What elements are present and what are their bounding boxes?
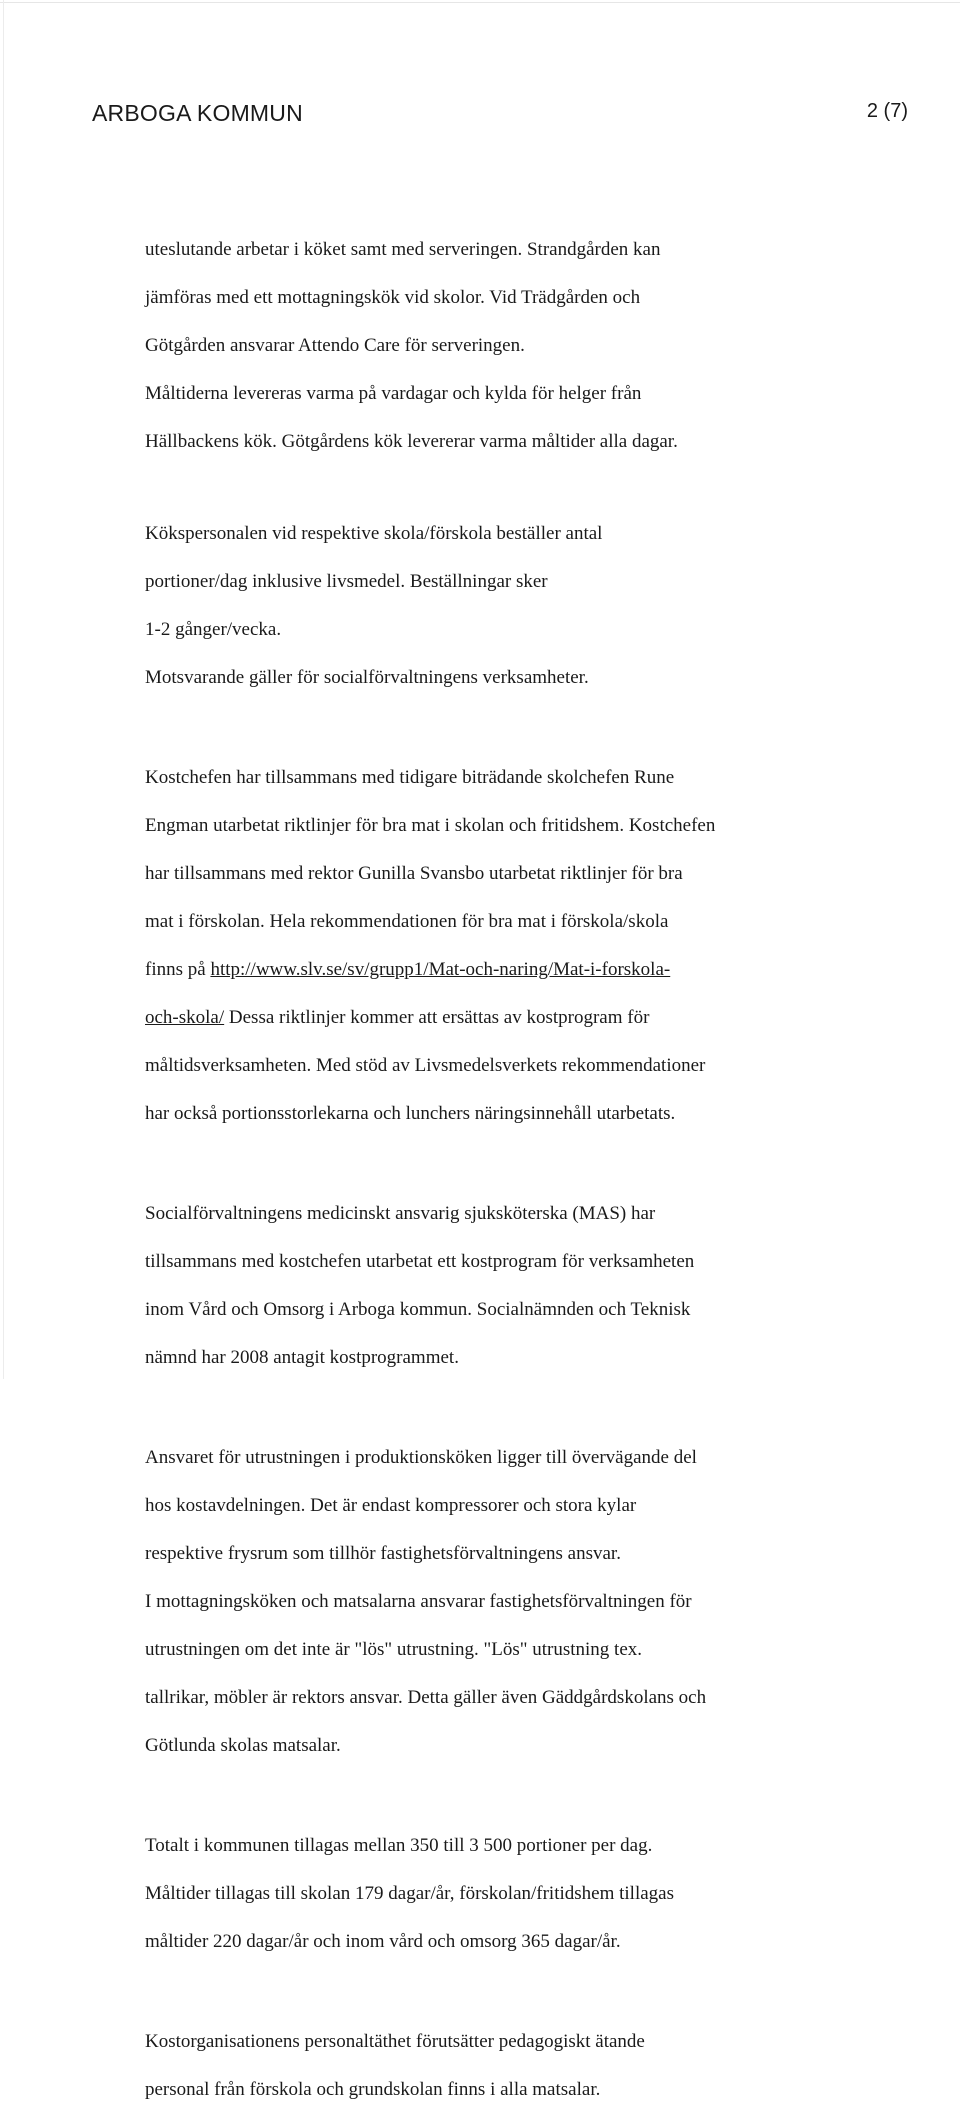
text-line-with-link xyxy=(145,1006,805,1030)
page-header xyxy=(92,100,908,134)
text-line: respektive frysrum som tillhör fastighetsförvaltningens ansvar. xyxy=(145,1543,621,1564)
text-line: har också portionsstorlekarna och lunchers näringsinnehåll utarbetats. xyxy=(145,1103,676,1124)
text-line: Ansvaret för utrustningen i produktionsköken ligger till övervägande del xyxy=(145,1447,697,1468)
text-line: har tillsammans med rektor Gunilla Svansbo utarbetat riktlinjer för bra xyxy=(145,863,683,884)
document-body xyxy=(145,214,805,2126)
text-line: Hällbackens kök. Götgårdens kök levererar varma måltider alla dagar. xyxy=(145,431,678,452)
organization-title: ARBOGA KOMMUN xyxy=(92,100,303,126)
paragraph-equipment xyxy=(145,1422,805,1782)
text-line: måltidsverksamheten. Med stöd av Livsmedelsverkets rekommendationer xyxy=(145,1055,706,1076)
text-line: mat i förskolan. Hela rekommendationen för bra mat i förskola/skola xyxy=(145,911,669,932)
text-line: tallrikar, möbler är rektors ansvar. Detta gäller även Gäddgårdskolans och xyxy=(145,1687,707,1708)
paragraph-mas xyxy=(145,1178,805,1394)
text-line: Götlunda skolas matsalar. xyxy=(145,1735,341,1756)
text-line: Götgården ansvarar Attendo Care för serveringen. xyxy=(145,335,525,356)
slv-link[interactable]: http://www.slv.se/sv/grupp1/Mat-och-naring/Mat-i-forskola- xyxy=(210,959,671,980)
text-line: utrustningen om det inte är "lös" utrustning. "Lös" utrustning tex. xyxy=(145,1639,643,1660)
link-prefix: finns på xyxy=(145,959,211,980)
text-line: Kostchefen har tillsammans med tidigare biträdande skolchefen Rune xyxy=(145,767,675,788)
text-line: I mottagningsköken och matsalarna ansvarar fastighetsförvaltningen för xyxy=(145,1591,692,1612)
text-line: Totalt i kommunen tillagas mellan 350 till 3 500 portioner per dag. xyxy=(145,1835,653,1856)
paragraph-staffing xyxy=(145,2006,805,2126)
paragraph-portions xyxy=(145,1810,805,1978)
text-line: måltider 220 dagar/år och inom vård och omsorg 365 dagar/år. xyxy=(145,1931,621,1952)
page-number: 2 (7) xyxy=(866,100,908,122)
paragraph-guidelines xyxy=(145,742,805,1150)
text-line: Måltiderna levereras varma på vardagar och kylda för helger från xyxy=(145,383,642,404)
text-line: Motsvarande gäller för socialförvaltningens verksamheter. xyxy=(145,667,589,688)
text-line-with-link xyxy=(145,958,805,982)
link-suffix: Dessa riktlinjer kommer att ersättas av kostprogram för xyxy=(224,1007,650,1028)
text-line: 1-2 gånger/vecka. xyxy=(145,619,282,640)
text-line: jämföras med ett mottagningskök vid skolor. Vid Trädgården och xyxy=(145,287,641,308)
text-line: portioner/dag inklusive livsmedel. Beställningar sker xyxy=(145,571,548,592)
text-line: Engman utarbetat riktlinjer för bra mat i skolan och fritidshem. Kostchefen xyxy=(145,815,716,836)
text-line: uteslutande arbetar i köket samt med serveringen. Strandgården kan xyxy=(145,239,661,260)
scan-artifact-top xyxy=(0,2,960,3)
text-line: nämnd har 2008 antagit kostprogrammet. xyxy=(145,1347,459,1368)
text-line: inom Vård och Omsorg i Arboga kommun. Socialnämnden och Teknisk xyxy=(145,1299,691,1320)
text-line: personal från förskola och grundskolan finns i alla matsalar. xyxy=(145,2079,601,2100)
slv-link-continued[interactable]: och-skola/ xyxy=(145,1007,225,1028)
text-line: hos kostavdelningen. Det är endast kompressorer och stora kylar xyxy=(145,1495,637,1516)
text-line: tillsammans med kostchefen utarbetat ett kostprogram för verksamheten xyxy=(145,1251,695,1272)
text-line: Måltider tillagas till skolan 179 dagar/år, förskolan/fritidshem tillagas xyxy=(145,1883,675,1904)
paragraph-serving xyxy=(145,214,805,478)
paragraph-ordering xyxy=(145,498,805,714)
text-line: Kostorganisationens personaltäthet förutsätter pedagogiskt ätande xyxy=(145,2031,645,2052)
scan-artifact-left-edge xyxy=(3,0,4,1379)
text-line: Socialförvaltningens medicinskt ansvarig sjuksköterska (MAS) har xyxy=(145,1203,656,1224)
text-line: Kökspersonalen vid respektive skola/förskola beställer antal xyxy=(145,523,603,544)
